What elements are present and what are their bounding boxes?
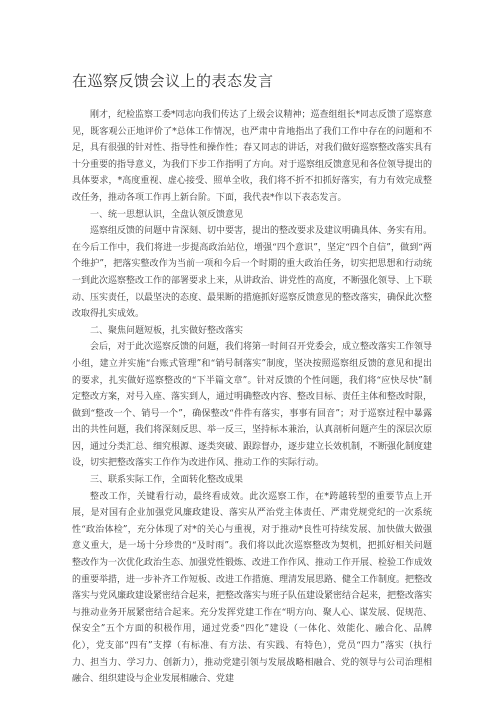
section-1-paragraph: 巡察组反馈的问题中肯深刻、切中要害，提出的整改要求及建议明确具体、务实有用。在今后工作中，我们将进一步提高政治站位，增强“四个意识”，坚定“四个自信”，做到“两个维护”，把落实整改作为当前一项和今后一个时期的重大政治任务，切实把思想和行动统一到此次巡察整改工作的部署要求上来，从讲政治、讲党性的高度，不断强化领导、上下联动、压实责任，以最坚决的态度、最果断的措施抓好巡察反馈意见的整改落实，确保此次整改取得扎实成效。	[72, 226, 433, 320]
document-body	[72, 107, 432, 688]
section-1-heading: 一、统一思想认识，全盘认领反馈意见	[90, 209, 244, 220]
section-3-heading: 三、联系实际工作，全面转化整改成果	[90, 475, 244, 486]
document-title: 在巡察反馈会议上的表态发言	[72, 72, 274, 90]
intro-paragraph: 刚才，纪检监察工委*同志向我们传达了上级会议精神；巡查组组长*同志反馈了巡察意见，既客观公正地评价了*总体工作情况，也严肃中肯地指出了我们工作中存在的问题和不足，具有很强的针对性、指导性和操作性；春又同志的讲话，对我们做好巡察整改落实具有十分重要的指导意义，为我们下步工作指明了方向。对于巡察组反馈意见和各位领导提出的具体要求，*高度重视、虚心接受、照单全收，我们将不折不扣抓好落实，有力有效完成整改任务，推动各项工作再上新台阶。下面，我代表*作以下表态发言。	[72, 110, 433, 203]
section-2-heading: 二、聚焦问题短板，扎实做好整改落实	[90, 325, 244, 336]
section-3-paragraph: 整改工作，关键看行动，最终看成效。此次巡察工作，在*跨越转型的重要节点上开展，是对国有企业加强党风廉政建设、落实从严治党主体责任、严肃党规党纪的一次系统性“政治体检”，充分体现了对*的关心与重视，对于推动*良性可持续发展、加快做大做强意义重大，是一场十分珍贵的“及时雨”。我们将以此次巡察整改为契机，把抓好相关问题整改作为一次优化政治生态、加强党性锻炼、改进工作作风、推动工作开展、检验工作成效的重要举措，进一步补齐工作短板、改进工作措施、理清发展思路、健全工作制度。把整改落实与党风廉政建设紧密结合起来，把整改落实与班子队伍建设紧密结合起来，把整改落实与推动业务开展紧密结合起来。充分发挥党建工作在“明方向、聚人心、谋发展、促规范、保安全”五个方面的积极作用，通过党委“四化”建设（一体化、效能化、融合化、品牌化），党支部“四有”支撑（有标准、有方法、有实践、有特色），党员“四力”落实（执行力、担当力、学习力、创新力），推动党建引领与发展战略相融合、党的领导与公司治理相融合、组织建设与企业发展相融合、党建	[72, 491, 433, 685]
section-2-paragraph: 会后，对于此次巡察反馈的问题，我们将第一时间召开党委会，成立整改落实工作领导小组，建立并实施“台账式管理”和“销号制落实”制度，坚决按照巡察组反馈的意见和提出的要求，扎实做好巡察整改的“下半篇文章”。针对反馈的个性问题，我们将“应快尽快”制定整改方案，对号入座、落实到人，通过明确整改内容、整改目标、责任主体和整改时限，做到“整改一个、销号一个”，确保整改“件件有落实，事事有回音”；对于巡察过程中暴露出的共性问题，我们将深刻反思、举一反三，坚持标本兼治，认真剖析问题产生的深层次原因，通过分类汇总、细究根源、逐类突破、跟踪督办，逐步建立长效机制，不断强化制度建设，切实把整改落实工作作为改进作风、推动工作的实际行动。	[72, 342, 433, 469]
